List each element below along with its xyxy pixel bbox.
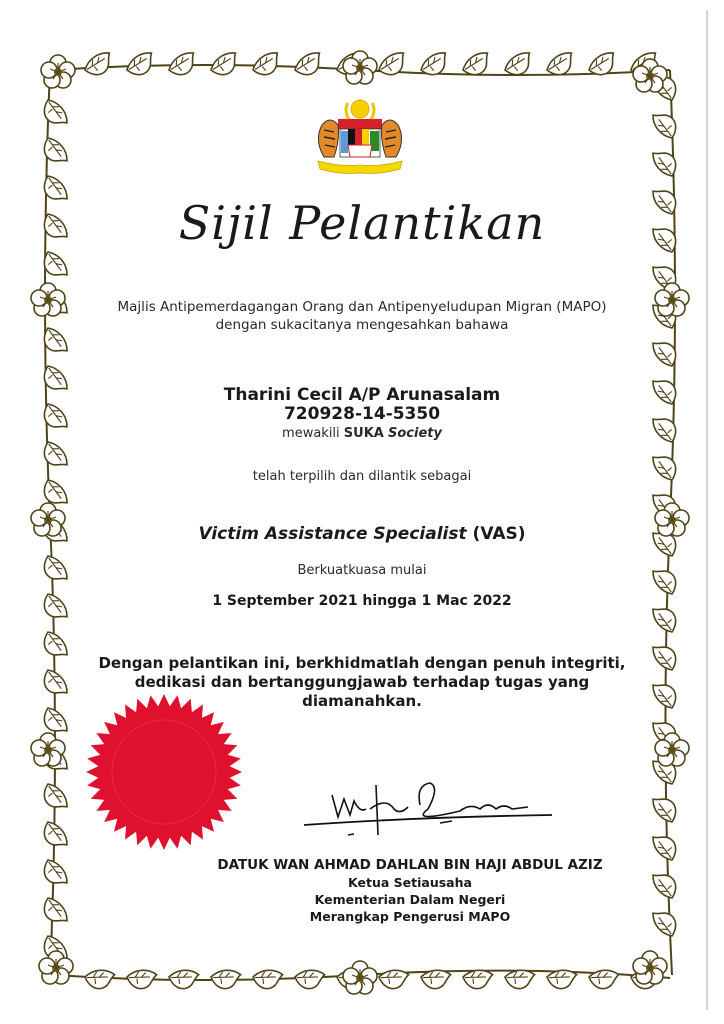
border-leaf-icon (82, 52, 114, 78)
border-leaf-icon (652, 147, 680, 180)
representing-prefix: mewakili (282, 426, 340, 441)
border-leaf-icon (652, 109, 680, 142)
border-leaf-icon (587, 966, 619, 992)
border-leaf-icon (40, 134, 68, 167)
intro-text (0, 298, 724, 334)
appointment-period: 1 September 2021 hingga 1 Mac 2022 (212, 593, 512, 609)
border-leaf-icon (209, 966, 241, 992)
signatory-title-1: Ketua Setiausaha (348, 875, 472, 890)
border-leaf-icon (250, 52, 282, 78)
border-leaf-icon (652, 869, 680, 902)
border-leaf-icon (293, 966, 325, 992)
certificate-title: Sijil Pelantikan (178, 196, 546, 250)
border-leaf-icon (292, 52, 324, 78)
signatory-name: DATUK WAN AHMAD DAHLAN BIN HAJI ABDUL AZIZ (217, 857, 603, 873)
border-leaf-icon (40, 96, 68, 129)
organization-name-italic: Society (388, 426, 442, 441)
border-leaf-icon (376, 52, 408, 78)
border-leaf-icon (652, 907, 680, 940)
intro-line-1: Majlis Antipemerdagangan Orang dan Antipenyeludupan Migran (MAPO) (117, 299, 607, 315)
appointee-ic-number: 720928-14-5350 (283, 404, 441, 424)
signatory-title-2: Kementerian Dalam Negeri (314, 892, 506, 907)
border-leaf-icon (83, 966, 115, 992)
signatory-title-3: Merangkap Pengerusi MAPO (309, 909, 511, 924)
pledge-text: Dengan pelantikan ini, berkhidmatlah dengan penuh integriti, dedikasi dan bertanggungjawab terhadap tugas yang diamanahkan. (98, 654, 626, 710)
border-leaf-icon (502, 52, 534, 78)
border-leaf-icon (545, 966, 577, 992)
red-seal-icon (74, 692, 254, 852)
border-leaf-icon (377, 966, 409, 992)
effective-label: Berkuatkuasa mulai (297, 563, 427, 578)
representing-organization (0, 426, 724, 441)
position-abbreviation: (VAS) (472, 524, 526, 544)
border-leaf-icon (40, 438, 68, 471)
elected-text: telah terpilih dan dilantik sebagai (252, 469, 472, 484)
border-leaf-icon (652, 831, 680, 864)
signature-icon (290, 765, 560, 845)
border-leaf-icon (40, 894, 68, 927)
border-leaf-icon (419, 966, 451, 992)
intro-line-2: dengan sukacitanya mengesahkan bahawa (215, 317, 509, 333)
coat-of-arms-icon (300, 95, 420, 180)
position-title (0, 524, 724, 544)
border-leaf-icon (125, 966, 157, 992)
border-leaf-icon (251, 966, 283, 992)
organization-name-bold: SUKA (343, 426, 384, 441)
position-name: Victim Assistance Specialist (198, 524, 467, 544)
border-leaf-icon (167, 966, 199, 992)
appointee-name: Tharini Cecil A/P Arunasalam (223, 385, 501, 405)
